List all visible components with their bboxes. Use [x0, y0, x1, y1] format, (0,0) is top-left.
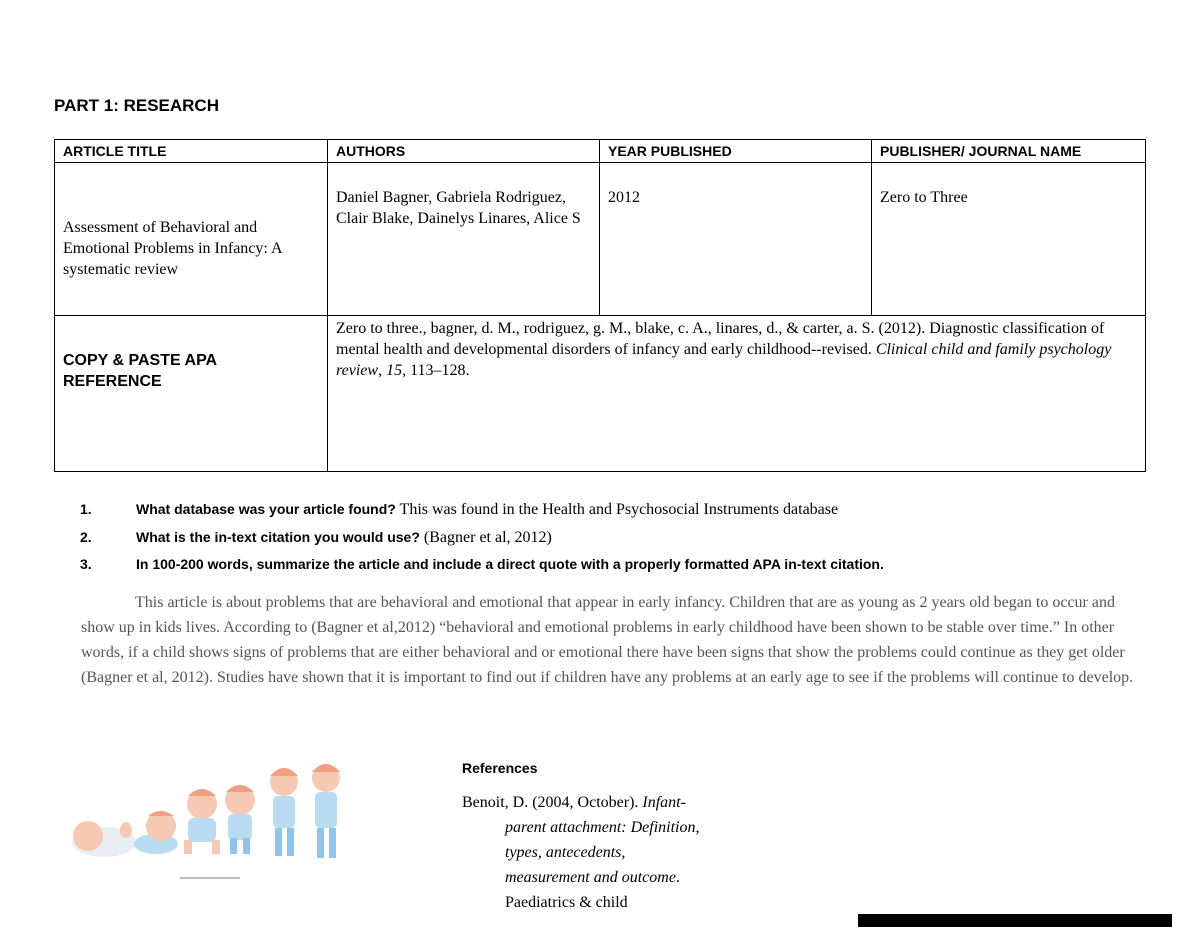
header-publisher: PUBLISHER/ JOURNAL NAME	[872, 140, 1146, 163]
year-cell: 2012	[600, 163, 872, 316]
table-header-row	[55, 140, 1146, 163]
authors-cell: Daniel Bagner, Gabriela Rodriguez, Clair Blake, Dainelys Linares, Alice S	[328, 163, 600, 316]
question-number: 1.	[80, 501, 92, 517]
reference-title-1: Infant-	[642, 794, 686, 811]
header-year-published: YEAR PUBLISHED	[600, 140, 872, 163]
apa-reference-label: COPY & PASTE APA REFERENCE	[55, 316, 328, 472]
research-table	[54, 139, 1146, 472]
reference-title-end: .	[675, 869, 680, 886]
question-answer: (Bagner et al, 2012)	[419, 528, 552, 546]
list-item	[80, 551, 884, 579]
question-text: In 100-200 words, summarize the article and include a direct quote with a properly formatted APA in-text citation.	[136, 556, 884, 572]
page-footer-bar	[858, 914, 1172, 927]
article-title-cell: Assessment of Behavioral and Emotional Problems in Infancy: A systematic review	[55, 163, 328, 316]
apa-volume: 15	[386, 362, 403, 379]
summary-paragraph: This article is about problems that are behavioral and emotional that appear in early infancy. Children that are as young as 2 years old began to occur and show up in kids lives. According to (Bagner et al,2012) “behavioral and emotional problems in early childhood have been shown to be stable over time.” In other words, if a child shows signs of problems that are either behavioral and or emotional there have been signs that show the problems could continue as they get older (Bagner et al, 2012). Studies have shown that it is important to find out if children have any problems at an early age to see if the problems will continue to develop.	[81, 594, 1134, 686]
baby-sitting-figure	[134, 811, 178, 854]
reference-author: Benoit, D. (2004, October).	[462, 794, 643, 811]
toddler-crawling-figure	[184, 789, 220, 854]
question-list	[80, 496, 884, 579]
reference-entry	[462, 790, 762, 915]
older-child-figure	[312, 764, 340, 858]
table-row	[55, 163, 1146, 316]
page-title: PART 1: RESEARCH	[54, 96, 219, 115]
apa-reference-row	[55, 316, 1146, 472]
child-figure	[270, 768, 298, 856]
question-answer: This was found in the Health and Psychosocial Instruments database	[395, 501, 839, 518]
reference-title-2: parent attachment: Definition,	[505, 819, 700, 836]
apa-pages: , 113–128.	[402, 362, 470, 379]
question-number: 2.	[80, 528, 92, 545]
list-item	[80, 496, 884, 524]
question-text: What database was your article found?	[136, 501, 396, 517]
apa-journal-name: Clinical child and family psychology review	[336, 341, 1112, 379]
reference-title-3: types, antecedents,	[505, 844, 626, 861]
apa-separator: ,	[378, 362, 387, 379]
question-number: 3.	[80, 556, 92, 572]
reference-title-4: measurement and outcome	[505, 869, 676, 886]
apa-reference-cell	[328, 316, 1146, 472]
baby-lying-figure	[72, 821, 136, 857]
question-text: What is the in-text citation you would use?	[136, 528, 420, 545]
toddler-standing-figure	[225, 785, 255, 854]
apa-reference-text: Zero to three., bagner, d. M., rodriguez, g. M., blake, c. A., linares, d., & carter, a. S. (2012). Diagnostic classification of mental health and developmental disorders of infancy and early childhood--revised.	[336, 320, 1105, 358]
child-growth-stages-icon	[66, 758, 356, 888]
list-item	[80, 524, 884, 552]
header-article-title: ARTICLE TITLE	[55, 140, 328, 163]
references-heading: References	[462, 760, 538, 776]
header-authors: AUTHORS	[328, 140, 600, 163]
publisher-cell: Zero to Three	[872, 163, 1146, 316]
reference-journal: Paediatrics & child	[505, 894, 628, 911]
illustration-caption-mark	[180, 876, 240, 880]
